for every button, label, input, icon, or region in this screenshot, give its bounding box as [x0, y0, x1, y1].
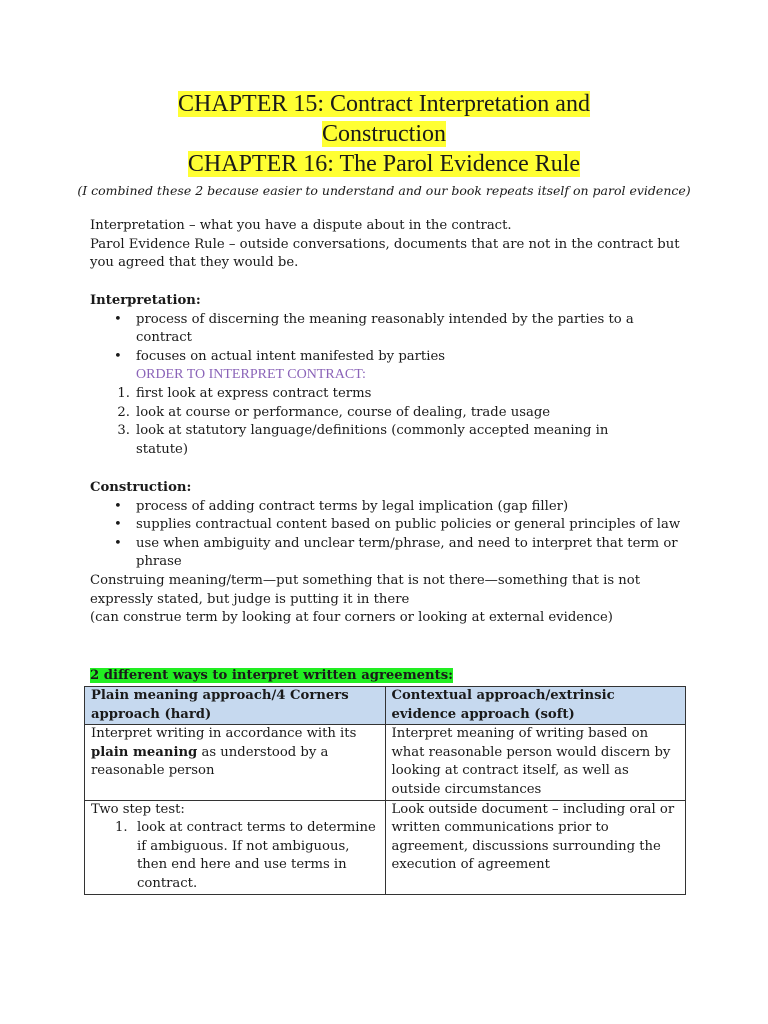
list-item — [91, 819, 379, 893]
list-item-text: look at statutory language/definitions (commonly accepted meaning in statute) — [136, 423, 609, 457]
col-plain-meaning-header: Plain meaning approach/4 Corners approach (hard) — [85, 687, 386, 725]
list-item: • supplies contractual content based on public policies or general principles of law — [90, 516, 685, 535]
table-cell: Interpret meaning of writing based on what reasonable person would discern by looking at contract itself, as well as outside circumstances — [385, 725, 686, 800]
list-item — [90, 404, 650, 423]
table-header-row — [85, 687, 686, 725]
title-block — [0, 89, 768, 179]
list-number: 3. — [117, 423, 130, 439]
intro-parol-line: Parol Evidence Rule – outside conversations, documents that are not in the contract but you agreed that they would be. — [90, 236, 680, 271]
chapter-15-title-cont: Construction — [322, 121, 446, 147]
col-contextual-header: Contextual approach/extrinsic evidence approach (soft) — [385, 687, 686, 725]
subtitle-note: (I combined these 2 because easier to understand and our book repeats itself on parol evidence) — [77, 183, 691, 198]
list-item-text: look at course or performance, course of dealing, trade usage — [136, 404, 551, 420]
construction-heading: Construction: — [90, 480, 192, 495]
interpretation-section — [90, 292, 650, 459]
table-cell — [85, 725, 386, 800]
ways-heading-wrap — [90, 667, 690, 686]
list-item: • use when ambiguity and unclear term/phrase, and need to interpret that term or phrase — [90, 535, 685, 572]
list-item — [90, 422, 650, 459]
construction-section — [90, 479, 685, 628]
list-number: 1. — [117, 385, 130, 401]
intro-interpretation-line: Interpretation – what you have a dispute about in the contract. — [90, 218, 512, 233]
intro-section — [90, 217, 685, 273]
ways-heading: 2 different ways to interpret written agreements: — [90, 668, 454, 683]
two-step-intro: Two step test: — [91, 801, 185, 817]
list-number: 2. — [117, 404, 130, 420]
list-item-text: look at contract terms to determine if ambiguous. If not ambiguous, then end here and use terms in contract. — [137, 820, 376, 891]
construction-bullets — [90, 498, 685, 572]
order-heading: ORDER TO INTERPRET CONTRACT: — [136, 367, 366, 383]
construe-note: (can construe term by looking at four corners or looking at external evidence) — [90, 610, 613, 626]
two-step-list — [91, 819, 379, 893]
list-item-text: first look at express contract terms — [136, 385, 372, 401]
interpretation-heading: Interpretation: — [90, 293, 201, 308]
list-number: 1. — [115, 820, 128, 836]
cell-text: Interpret writing in accordance with its — [91, 726, 357, 742]
cell-text: as understood by a reasonable person — [91, 744, 329, 779]
table-cell: Look outside document – including oral or written communications prior to agreement, discussions surrounding the execution of agreement — [385, 800, 686, 894]
chapter-16-title: CHAPTER 16: The Parol Evidence Rule — [187, 151, 581, 177]
list-item — [90, 385, 650, 404]
chapter-15-title: CHAPTER 15: Contract Interpretation and — [178, 91, 590, 117]
list-item: • process of adding contract terms by legal implication (gap filler) — [90, 498, 685, 517]
plain-meaning-bold: plain meaning — [91, 744, 198, 760]
table-row — [85, 725, 686, 800]
interpretation-bullets — [90, 311, 650, 367]
approaches-table — [84, 686, 686, 895]
list-item: • focuses on actual intent manifested by parties — [90, 348, 650, 367]
list-item: • process of discerning the meaning reasonably intended by the parties to a contract — [90, 311, 650, 348]
order-list — [90, 385, 650, 459]
table-row — [85, 800, 686, 894]
construing-paragraph: Construing meaning/term—put something that is not there—something that is not expressly stated, but judge is putting it in there — [90, 572, 641, 607]
table-cell — [85, 800, 386, 894]
